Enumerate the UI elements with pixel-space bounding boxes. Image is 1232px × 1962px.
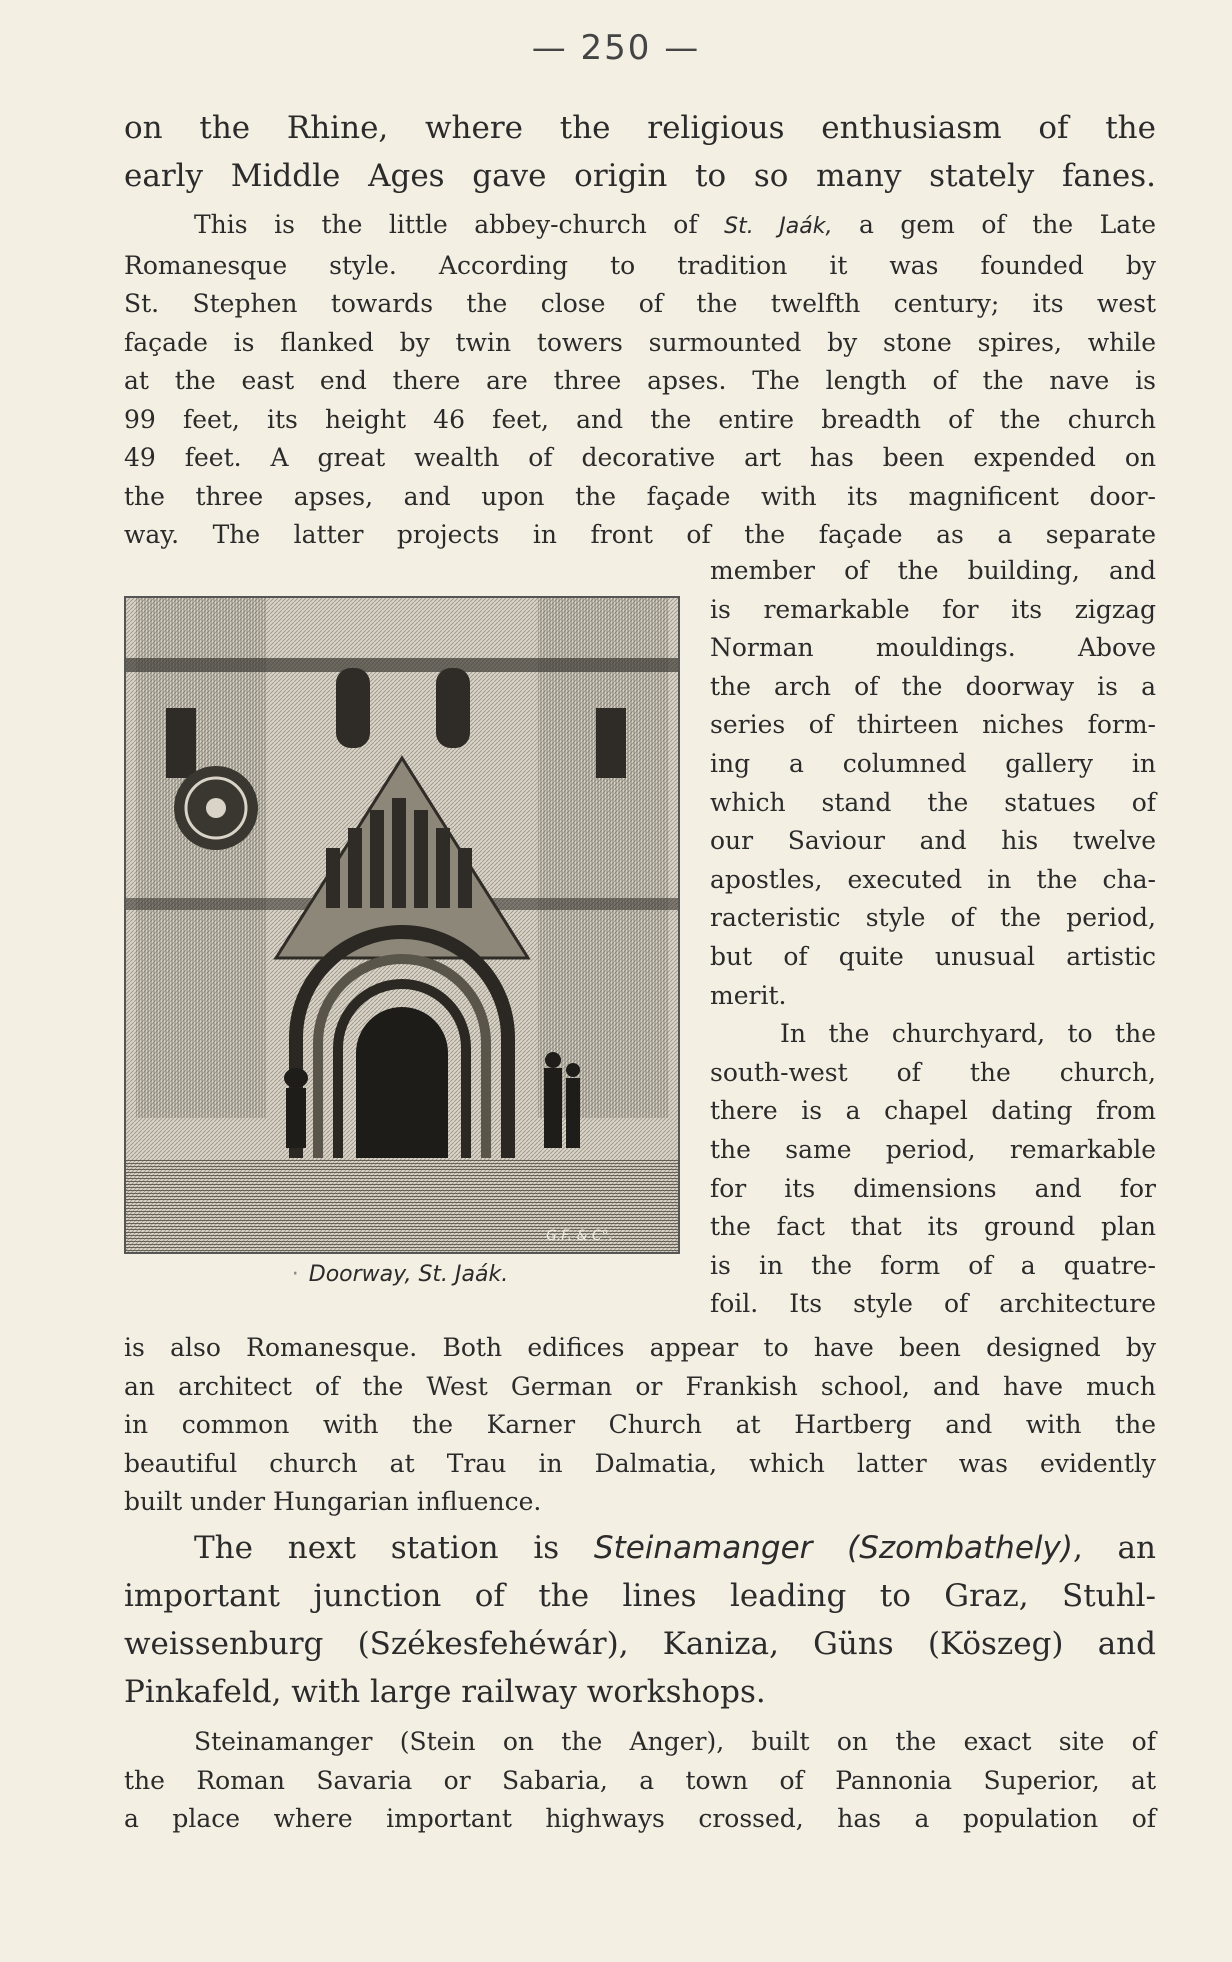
text-line: Steinamanger (Stein on the Anger), built on the exact site of bbox=[194, 1727, 1156, 1756]
text-line: the same period, remarkable bbox=[710, 1134, 1156, 1164]
place-name: Steinamanger (Szombathely) bbox=[593, 1530, 1073, 1566]
text-line: In the churchyard, to the bbox=[780, 1019, 1156, 1049]
text-line: beautiful church at Trau in Dalmatia, which latter was evidently bbox=[124, 1448, 1156, 1478]
text-line: Romanesque style. According to tradition it was founded by bbox=[124, 250, 1156, 280]
figure-caption bbox=[124, 1262, 676, 1287]
place-name: St. Jaák, bbox=[724, 214, 833, 239]
paragraph-next-station bbox=[124, 1524, 1156, 1716]
text-line: for its dimensions and for bbox=[710, 1173, 1156, 1203]
text-line: Pinkafeld, with large railway workshops. bbox=[124, 1674, 766, 1710]
text-line: 49 feet. A great wealth of decorative art has been expended on bbox=[124, 443, 1156, 472]
text-line: is in the form of a quatre- bbox=[710, 1250, 1156, 1280]
text-line: St. Stephen towards the close of the twelfth century; its west bbox=[124, 289, 1156, 318]
text-line: façade is flanked by twin towers surmounted by stone spires, while bbox=[124, 327, 1156, 357]
text-line: the fact that its ground plan bbox=[710, 1212, 1156, 1242]
text-line: The next station is Steinamanger (Szombathely), an bbox=[194, 1530, 1156, 1566]
paragraph-romanesque bbox=[124, 1329, 1156, 1522]
text-line: south-west of the church, bbox=[710, 1057, 1156, 1087]
text-line: our Saviour and his twelve bbox=[710, 826, 1156, 856]
text-line: member of the building, and bbox=[710, 556, 1156, 585]
text-line: a place where important highways crossed, has a population of bbox=[124, 1804, 1156, 1833]
engraver-mark: G.F. & C°. bbox=[546, 1228, 614, 1244]
text-line: the three apses, and upon the façade with its magnificent door- bbox=[124, 481, 1156, 511]
text-line: foil. Its style of architecture bbox=[710, 1289, 1156, 1319]
text-line: there is a chapel dating from bbox=[710, 1096, 1156, 1126]
doorway-illustration bbox=[124, 596, 680, 1254]
text-line: This is the little abbey-church of St. Jaák, a gem of the Late bbox=[194, 210, 1156, 239]
column-text bbox=[710, 552, 1156, 1324]
text-line: but of quite unusual artistic bbox=[710, 941, 1156, 971]
text-line: way. The latter projects in front of the façade as a separate bbox=[124, 520, 1156, 549]
text-line: early Middle Ages gave origin to so many stately fanes. bbox=[124, 158, 1156, 194]
engraving-icon bbox=[126, 598, 678, 1252]
paragraph-intro bbox=[124, 104, 1156, 200]
text-line: an architect of the West German or Frankish school, and have much bbox=[124, 1371, 1156, 1401]
text-line: important junction of the lines leading to Graz, Stuhl- bbox=[124, 1578, 1156, 1614]
text-line: racteristic style of the period, bbox=[710, 903, 1156, 933]
text-line: the arch of the doorway is a bbox=[710, 671, 1156, 701]
paragraph-steinamanger bbox=[124, 1723, 1156, 1839]
text-line: is remarkable for its zigzag bbox=[710, 594, 1156, 624]
caption-bullet-icon: · bbox=[291, 1262, 299, 1287]
paragraph-abbey-church bbox=[124, 206, 1156, 555]
page-number: — 250 — bbox=[531, 28, 701, 68]
text-line: at the east end there are three apses. The length of the nave is bbox=[124, 366, 1156, 395]
text-line: apostles, executed in the cha- bbox=[710, 864, 1156, 894]
text-line: which stand the statues of bbox=[710, 787, 1156, 817]
text-line: merit. bbox=[710, 980, 787, 1010]
text-line: Norman mouldings. Above bbox=[710, 633, 1156, 663]
text-line: 99 feet, its height 46 feet, and the entire breadth of the church bbox=[124, 404, 1156, 434]
text-line: built under Hungarian influence. bbox=[124, 1487, 542, 1516]
text-line: the Roman Savaria or Sabaria, a town of Pannonia Superior, at bbox=[124, 1765, 1156, 1795]
text-line: is also Romanesque. Both edifices appear to have been designed by bbox=[124, 1333, 1156, 1362]
caption-text: Doorway, St. Jaák. bbox=[308, 1262, 509, 1287]
text-line: series of thirteen niches form- bbox=[710, 710, 1156, 740]
text-line: weissenburg (Székesfehéwár), Kaniza, Güns (Köszeg) and bbox=[124, 1626, 1156, 1662]
text-line: ing a columned gallery in bbox=[710, 748, 1156, 778]
text-line: on the Rhine, where the religious enthusiasm of the bbox=[124, 110, 1156, 146]
text-line: in common with the Karner Church at Hartberg and with the bbox=[124, 1410, 1156, 1439]
